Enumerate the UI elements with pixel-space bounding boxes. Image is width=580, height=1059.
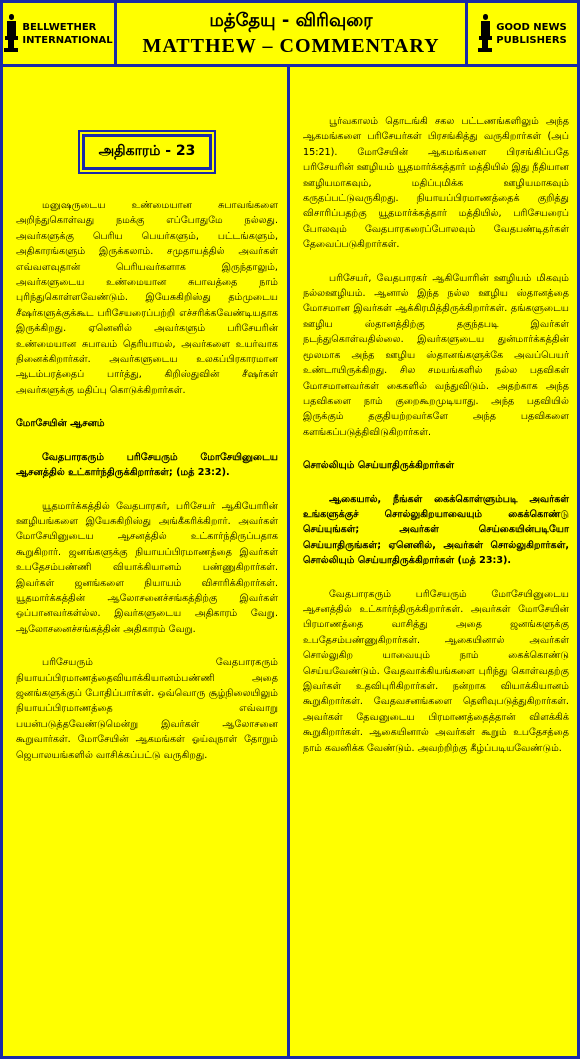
left-column — [10, 70, 284, 1050]
left-logo-line2: INTERNATIONAL — [22, 34, 113, 46]
right-paragraph-3: வேதபாரகரும் பரிசேயரும் மோசேயினுடைய ஆசனத்தில் உட்கார்ந்திருக்கிறார்கள். அவர்கள் மோசேயின் பிரமாணத்தை வாசித்து அதை ஜனங்களுக்கு உபதேசம்பண்ணுகிறார்கள். ஆகையினால் அவர்கள் சொல்லுகிற யாவையும் நாம் கைக்கொண்டு செய்யவேண்டும். வேதவாக்கியங்களை புரிந்து கொள்வதற்கு இவர்கள் உதவிபுரிகிறார்கள். நன்றாக வியாக்கியானம் கூறுகிறார்கள். வேதவசனங்களை தெளிவுபடுத்துகிறார்கள். அவர்கள் தேவனுடைய பிரமாணத்தைத்தான் விளக்கிக் கூறுகிறார்கள். ஆகையினால் அவர்கள் கூறும் உபதேசத்தை நாம் கவனிக்க வேண்டும். அவற்றிற்கு கீழ்ப்படியவேண்டும். — [303, 588, 569, 754]
right-logo-line2: PUBLISHERS — [496, 34, 567, 46]
left-paragraph-1: மனுஷருடைய உண்மையான சுபாவங்களை அறிந்துகொள்வது நமக்கு எப்போதுமே நல்லது. அவர்களுக்கு பெரிய பெயர்களும், பட்டங்களும், அதிகாரங்களும் இருக்கலாம். சமுதாயத்தில் அவர்கள் எவ்வளவுதான் பெரியவர்களாக இருந்தாலும், அவர்களுடைய உண்மையான சுபாவத்தை நாம் புரிந்துகொள்ளவேண்டும். இயேசுகிறிஸ்து தம்முடைய சீஷர்களுக்குக்கூட பரிசேயரைப்பற்றி எச்சரிக்கவேண்டியதாக இருக்கிறது. ஏனெனில் அவர்களும் பரிசேயரின் உண்மையான சுபாவம் தெரியாமல், அவர்களை உயர்வாக நினைக்கிறார்கள். அவர்களுடைய உலகப்பிரகாரமான ஆடம்பரத்தைப் பார்த்து, கிறிஸ்துவின் சீஷர்கள் அவர்களுக்கு மதிப்பு கொடுக்கிறார்கள். — [16, 200, 278, 396]
left-logo-line1: BELLWETHER — [22, 21, 97, 33]
section-heading-moses-seat: மோசேயின் ஆசனம் — [16, 418, 105, 430]
verse-matthew-23-2: வேதபாரகரும் பரிசேயரும் மோசேயினுடைய ஆசனத்தில் உட்கார்ந்திருக்கிறார்கள்; (மத் 23:2). — [16, 451, 278, 479]
header-title — [117, 3, 465, 64]
good-news-figure-icon — [478, 14, 492, 54]
page-header — [3, 3, 577, 67]
section-heading-say-not-do: சொல்லியும் செய்யாதிருக்கிறார்கள் — [303, 460, 455, 472]
right-paragraph-1: பூர்வகாலம் தொடங்கி சகல பட்டணங்களிலும் அந்த ஆகமங்களை பரிசேயர்கள் பிரசங்கித்து வருகிறார்கள் (அப் 15:21). மோசேயின் ஆகமங்களை பிரசங்கிப்பதே பரிசேயரின் ஊழியம் யூதமார்க்கத்தார் மத்தியில் இது நீதியான ஊழியமாகவும், மதிப்புமிக்க ஊழியமாகவும் கருதப்பட்டுவருகிறது. நியாயப்பிரமாணத்தைக் குறித்து விசாரிப்பதற்கு யூதமார்க்கத்தார் மத்தியில், பரிசேயரைப் போலவும் வேதபாரகரைப்போலவும் வேதபண்டிதர்கள் தேவைப்படுகிறார்கள். — [303, 116, 569, 251]
right-column — [297, 70, 573, 1050]
verse-matthew-23-3: ஆகையால், நீங்கள் கைக்கொள்ளும்படி அவர்கள் உங்களுக்குச் சொல்லுகிறயாவையும் கைக்கொண்டு செய்யுங்கள்; அவர்கள் செய்கையின்படியோ செய்யாதிருங்கள்; ஏனெனில், அவர்கள் சொல்லுகிறார்கள், சொல்லியும் செய்யாதிருக்கிறார்கள் (மத் 23:3). — [303, 493, 569, 567]
title-english: MATTHEW – COMMENTARY — [142, 35, 440, 57]
left-paragraph-2: யூதமார்க்கத்தில் வேதபாரகர், பரிசேயர் ஆகியோரின் ஊழியங்களை இயேசுகிறிஸ்து அங்கீகரிக்கிறார். அவர்கள் மோசேயினுடைய ஆசனத்தில் உட்கார்ந்திருப்பதாக கூறுகிறார். ஜனங்களுக்கு நியாயப்பிரமாணத்தை இவர்கள் உபதேசம்பண்ணி வியாக்கியானம் பண்ணுகிறார்கள். இவர்கள் ஜனங்களை நியாயம் விசாரிக்கிறார்கள். யூதமார்க்கத்தின் ஆலோசனைச்சங்கத்திற்கு இவர்கள் ஒப்பானவர்கள்ல்ல. இவர்களுடைய அதிகாரம் வேறு. ஆலோசனைச்சங்கத்தின் அதிகாரம் வேறு. — [16, 500, 278, 635]
chapter-box: அதிகாரம் - 23 — [82, 134, 212, 170]
bellwether-figure-icon — [4, 14, 18, 54]
bellwether-logo — [3, 3, 117, 64]
right-paragraph-2: பரிசேயர், வேதபாரகர் ஆகியோரின் ஊழியம் மிகவும் நல்லஊழியம். ஆனால் இந்த நல்ல ஊழிய ஸ்தானத்தை மோசமான இவர்கள் ஆக்கிரமித்திருக்கிறார்கள். தங்களுடைய ஊழிய ஸ்தானத்திற்கு தகுந்தபடி இவர்கள் நடந்துகொள்வதில்லை. இவர்களுடைய துன்மார்க்கத்தின் மூலமாக அந்த ஊழிய ஸ்தானங்களுக்கே அவப்பெயர் உண்டாயிருக்கிறது. சில சமயங்களில் நல்ல பதவிகள் மோசமானவர்கள் கைகளில் வந்துவிடும். அதற்காக அந்த பதவிகளை நாம் குறைகூறமுடியாது. அந்த பதவியில் இருக்கும் தகுதியற்றவர்களே அந்த பதவிகளை களங்கப்படுத்திவிடுகிறார்கள். — [303, 272, 569, 438]
column-divider — [287, 67, 290, 1059]
right-logo-line1: GOOD NEWS — [496, 21, 567, 33]
left-paragraph-3: பரிசேயரும் வேதபாரகரும் நியாயப்பிரமாணத்தைவியாக்கியானம்பண்ணி அதை ஜனங்களுக்குப் போதிப்பார்கள். ஒவ்வொரு சூழ்நிலையிலும் நியாயப்பிரமாணத்தை எவ்வாறு பயன்படுத்தவேண்டுமென்று இவர்கள் ஆலோசனை கூறுவார்கள். மோசேயின் ஆகமங்கள் ஓய்வுநாள் தோறும் ஜெபாலயங்களில் வாசிக்கப்பட்டு வருகிறது. — [16, 657, 278, 761]
good-news-logo — [465, 3, 577, 64]
title-tamil: மத்தேயு - விரிவுரை — [209, 10, 373, 31]
